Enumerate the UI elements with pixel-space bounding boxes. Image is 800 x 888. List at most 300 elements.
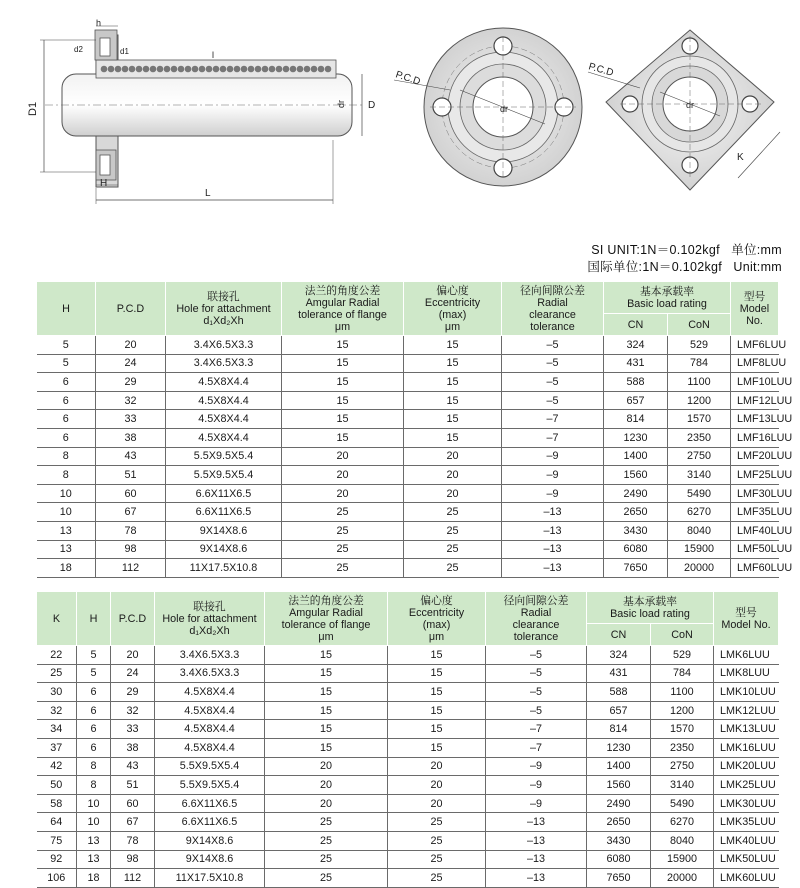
table-cell: 60 [111,794,155,813]
table-row [37,869,779,888]
unit-note-intl: 国际单位:1N＝0.102kgf Unit:mm [587,260,782,274]
table-cell: 25 [265,831,388,850]
header-angular-unit: μm [334,320,351,333]
table-cell: –5 [502,373,604,392]
table-cell: 8040 [651,831,714,850]
table-cell: 3.4X6.5X3.3 [155,664,265,683]
table-cell: 8 [77,776,111,795]
table-cell: 67 [111,813,155,832]
label-d2: d2 [74,45,83,54]
table-cell: 60 [96,484,166,503]
header-h: H [77,592,111,646]
table-cell: 18 [37,559,96,578]
header-clr-en2: clearance [512,618,560,631]
table-cell: 6.6X11X6.5 [155,794,265,813]
header-load-en: Basic load rating [627,297,707,310]
header-load-rating [604,282,731,314]
header-angular-cn: 法兰的角度公差 [288,594,364,607]
table-cell: 58 [37,794,77,813]
table-cell: 6 [37,373,96,392]
table-cell: 9X14X8.6 [155,850,265,869]
table-cell: LMK20LUU [714,757,779,776]
table-cell: 51 [111,776,155,795]
header-load-cn: 基本承载率 [623,595,677,608]
table-cell: 4.5X8X4.4 [155,683,265,702]
table-row [37,738,779,757]
table-row [37,391,779,410]
label-dr-round: dr [500,104,509,114]
table-cell: 25 [37,664,77,683]
table-cell: 431 [604,354,668,373]
table-cell: LMK60LUU [714,869,779,888]
table-cell: 20 [282,466,404,485]
table-cell: 5.5X9.5X5.4 [166,466,282,485]
table-cell: 25 [404,521,502,540]
table-cell: 15900 [651,850,714,869]
table-cell: 5 [77,664,111,683]
table-cell: 4.5X8X4.4 [155,701,265,720]
table-cell: 15 [265,646,388,665]
table-cell: 5 [77,646,111,665]
table-cell: 92 [37,850,77,869]
table-cell: LMK40LUU [714,831,779,850]
header-eccentricity [404,282,502,336]
round-flange-drawing [394,28,582,186]
header-hole-fmt: d₁Xd₂Xh [203,314,244,327]
header-ecc-max: (max) [438,308,467,321]
table-cell: 15900 [668,540,731,559]
table-cell: –13 [486,869,587,888]
table-cell: 5.5X9.5X5.4 [155,757,265,776]
table-cell: –5 [486,664,587,683]
header-clearance [486,592,587,646]
table-cell: 6270 [668,503,731,522]
table-cell: 8040 [668,521,731,540]
table-cell: 20 [265,757,388,776]
table-cell: 34 [37,720,77,739]
label-dr-square: dr [686,100,695,110]
table-cell: 20 [388,757,486,776]
header-con: CoN [651,624,714,646]
table-cell: –5 [486,701,587,720]
table-cell: 3430 [587,831,651,850]
table-cell: 4.5X8X4.4 [155,720,265,739]
table-cell: 3430 [604,521,668,540]
table-row [37,757,779,776]
table-cell: LMF40LUU [731,521,779,540]
table-cell: –9 [486,794,587,813]
table-cell: 1200 [651,701,714,720]
table-cell: –5 [502,336,604,355]
header-hole-cn: 联接孔 [193,600,226,613]
table-cell: 15 [388,664,486,683]
table-cell: 3.4X6.5X3.3 [166,354,282,373]
table-cell: 1100 [651,683,714,702]
header-eccentricity [388,592,486,646]
table-row [37,521,779,540]
header-ecc-max: (max) [422,618,451,631]
header-hole-fmt: d₁Xd₂Xh [189,624,230,637]
table-cell: 6.6X11X6.5 [155,813,265,832]
table-cell: –13 [502,540,604,559]
table-row [37,354,779,373]
table-cell: 15 [282,428,404,447]
table-cell: 15 [404,428,502,447]
table-cell: –13 [502,503,604,522]
table-cell: 33 [111,720,155,739]
table-cell: 9X14X8.6 [155,831,265,850]
table-row [37,794,779,813]
header-ecc-cn: 偏心度 [436,284,469,297]
table-cell: 24 [96,354,166,373]
label-K: K [737,152,744,163]
table-cell: LMF13LUU [731,410,779,429]
label-L: L [205,188,211,199]
table-cell: 1570 [651,720,714,739]
table-cell: 588 [587,683,651,702]
table-cell: 20 [388,794,486,813]
table-cell: 7650 [587,869,651,888]
table-cell: 11X17.5X10.8 [166,559,282,578]
table-cell: 32 [96,391,166,410]
table-cell: 7650 [604,559,668,578]
table-cell: LMK30LUU [714,794,779,813]
table-cell: 20 [404,466,502,485]
header-clr-en1: Radial [537,296,568,309]
table-cell: 64 [37,813,77,832]
table-cell: 25 [388,831,486,850]
table-cell: 20 [265,776,388,795]
table-cell: 3140 [651,776,714,795]
table-cell: 15 [282,373,404,392]
table-cell: 13 [37,540,96,559]
side-view-drawing [27,18,375,204]
header-angular [282,282,404,336]
table-cell: LMK25LUU [714,776,779,795]
table-row [37,646,779,665]
table-cell: 15 [265,683,388,702]
header-model-cn: 型号 [735,606,757,619]
table-cell: 15 [388,720,486,739]
table-cell: 20 [388,776,486,795]
table-cell: 6 [37,428,96,447]
label-pcd-square: P.C.D [587,61,615,79]
table-cell: 106 [37,869,77,888]
table-cell: 20 [404,484,502,503]
table-cell: LMK16LUU [714,738,779,757]
square-flange-drawing [587,30,780,190]
header-hole [155,592,265,646]
header-ecc-unit: μm [428,630,445,643]
table-cell: 15 [404,410,502,429]
table-row [37,540,779,559]
table-cell: –5 [486,683,587,702]
spec-table-lmk [36,591,779,888]
table-lmk-body [37,646,779,888]
header-load-cn: 基本承载率 [640,285,694,298]
table-cell: 25 [282,559,404,578]
header-clr-cn: 径向间隙公差 [503,594,569,607]
table-cell: 324 [587,646,651,665]
header-model [731,282,779,336]
table-cell: 1400 [587,757,651,776]
table-cell: 784 [651,664,714,683]
table-cell: –7 [486,720,587,739]
table-cell: 15 [404,354,502,373]
table-cell: LMF30LUU [731,484,779,503]
header-model-en: Model No. [739,302,770,327]
table-row [37,559,779,578]
label-D: D [368,100,376,111]
table-cell: 98 [111,850,155,869]
table-cell: 20000 [668,559,731,578]
table-cell: 13 [77,850,111,869]
table-cell: 25 [388,869,486,888]
table-cell: –9 [486,776,587,795]
table-cell: –13 [486,813,587,832]
table-cell: 98 [96,540,166,559]
header-hole-cn: 联接孔 [207,290,240,303]
table-cell: 30 [37,683,77,702]
table-cell: 10 [37,503,96,522]
header-angular-unit: μm [318,630,334,643]
table-cell: 75 [37,831,77,850]
table-row [37,850,779,869]
header-hole [166,282,282,336]
table-cell: 6.6X11X6.5 [166,503,282,522]
table-cell: 4.5X8X4.4 [166,391,282,410]
table-cell: 43 [111,757,155,776]
table-cell: 42 [37,757,77,776]
header-hole-en: Hole for attachment [176,302,271,315]
table-cell: LMK10LUU [714,683,779,702]
table-cell: 1200 [668,391,731,410]
table-cell: 33 [96,410,166,429]
header-load-rating [587,592,714,624]
table-row [37,466,779,485]
table-cell: 13 [77,831,111,850]
table-cell: 15 [404,336,502,355]
table-row [37,503,779,522]
table-cell: LMF12LUU [731,391,779,410]
header-model [714,592,779,646]
table-cell: 10 [77,813,111,832]
table-cell: 20 [96,336,166,355]
label-l: l [212,50,214,60]
table-cell: –9 [502,484,604,503]
table-cell: 25 [282,521,404,540]
header-load-en: Basic load rating [610,607,690,620]
table-cell: 29 [111,683,155,702]
table-cell: 15 [388,683,486,702]
label-d1: d1 [120,47,129,56]
table-cell: 25 [265,850,388,869]
table-cell: 9X14X8.6 [166,521,282,540]
table-cell: –9 [502,466,604,485]
table-cell: 1560 [587,776,651,795]
table-cell: 11X17.5X10.8 [155,869,265,888]
table-cell: 67 [96,503,166,522]
table-row [37,664,779,683]
table-cell: 15 [282,336,404,355]
table-cell: 112 [111,869,155,888]
table-cell: 6080 [604,540,668,559]
table-cell: 4.5X8X4.4 [166,410,282,429]
table-cell: LMF6LUU [731,336,779,355]
table-cell: 529 [651,646,714,665]
table-cell: 8 [77,757,111,776]
table-cell: 15 [265,738,388,757]
table-cell: 24 [111,664,155,683]
label-h: h [96,18,102,28]
table-cell: 22 [37,646,77,665]
table-cell: –5 [486,646,587,665]
table-cell: 15 [388,738,486,757]
table-cell: 1400 [604,447,668,466]
table-cell: 5490 [651,794,714,813]
table-cell: LMK12LUU [714,701,779,720]
table-cell: 9X14X8.6 [166,540,282,559]
table-cell: 43 [96,447,166,466]
header-ecc-cn: 偏心度 [420,594,453,607]
header-ecc-unit: μm [444,320,461,333]
table-cell: 8 [37,447,96,466]
header-k: K [37,592,77,646]
header-angular-en2: tolerance of flange [281,618,371,631]
header-ecc-en: Eccentricity [408,606,465,619]
table-cell: 588 [604,373,668,392]
table-cell: 784 [668,354,731,373]
table-cell: 6 [77,701,111,720]
header-hole-en: Hole for attachment [162,612,257,625]
table-row [37,720,779,739]
table-cell: 15 [265,664,388,683]
header-cn: CN [587,624,651,646]
table-cell: 25 [282,503,404,522]
table-cell: 3.4X6.5X3.3 [166,336,282,355]
table-cell: 51 [96,466,166,485]
table-cell: 3.4X6.5X3.3 [155,646,265,665]
table-cell: 15 [388,646,486,665]
table-cell: LMK35LUU [714,813,779,832]
header-angular-en1: Amgular Radial [289,606,363,619]
table-cell: –9 [502,447,604,466]
table-cell: 32 [37,701,77,720]
header-h: H [37,282,96,336]
table-cell: 4.5X8X4.4 [166,428,282,447]
table-cell: 20 [282,484,404,503]
table-cell: –5 [502,391,604,410]
table-cell: 32 [111,701,155,720]
table-cell: LMF16LUU [731,428,779,447]
table-cell: 324 [604,336,668,355]
table-cell: 5 [37,354,96,373]
header-model-en: Model No. [721,618,771,631]
table-cell: 657 [604,391,668,410]
table-cell: 112 [96,559,166,578]
table-cell: LMK6LUU [714,646,779,665]
header-angular-en1: Amgular Radial [305,296,380,309]
table-cell: LMF60LUU [731,559,779,578]
table-cell: 1570 [668,410,731,429]
table-cell: 15 [265,701,388,720]
table-cell: LMF25LUU [731,466,779,485]
header-cn: CN [604,314,668,336]
table-cell: 6 [77,720,111,739]
table-cell: LMF8LUU [731,354,779,373]
table-cell: 15 [404,373,502,392]
table-cell: –7 [486,738,587,757]
technical-drawings [0,0,800,225]
table-cell: –5 [502,354,604,373]
header-clr-en1: Radial [520,606,552,619]
table-cell: 6 [37,410,96,429]
header-angular-cn: 法兰的角度公差 [304,284,381,297]
table-cell: –13 [502,521,604,540]
table-cell: 2750 [668,447,731,466]
table-cell: 2490 [587,794,651,813]
label-dr-side: dr [336,99,346,108]
table-cell: 10 [37,484,96,503]
table-row [37,776,779,795]
table-cell: 25 [265,869,388,888]
table-cell: 15 [388,701,486,720]
table-cell: 50 [37,776,77,795]
table-cell: LMF10LUU [731,373,779,392]
table-cell: 6080 [587,850,651,869]
table-cell: 15 [265,720,388,739]
table-cell: LMF50LUU [731,540,779,559]
table-cell: 2350 [668,428,731,447]
table-cell: 2350 [651,738,714,757]
table-cell: 15 [404,391,502,410]
table-cell: LMK50LUU [714,850,779,869]
table-cell: 2650 [587,813,651,832]
table-cell: 38 [111,738,155,757]
table-cell: 8 [37,466,96,485]
table-cell: 1230 [587,738,651,757]
table-cell: –13 [486,831,587,850]
table-cell: 4.5X8X4.4 [155,738,265,757]
unit-note-si: SI UNIT:1N＝0.102kgf 单位:mm [591,243,782,257]
table-cell: 814 [604,410,668,429]
table-row [37,701,779,720]
table-cell: 38 [96,428,166,447]
table-cell: 29 [96,373,166,392]
table-cell: 13 [37,521,96,540]
table-cell: LMF35LUU [731,503,779,522]
table-cell: 20 [265,794,388,813]
header-ecc-en: Eccentricity [424,296,481,309]
table-cell: 25 [404,503,502,522]
header-angular-en2: tolerance of flange [298,308,387,321]
header-angular [265,592,388,646]
table-cell: –7 [502,428,604,447]
table-cell: 529 [668,336,731,355]
header-clr-en3: tolerance [513,630,559,643]
table-cell: 5490 [668,484,731,503]
label-D1: D1 [27,101,39,116]
header-pcd: P.C.D [111,592,155,646]
table-cell: LMF20LUU [731,447,779,466]
table-cell: 10 [77,794,111,813]
table-cell: 25 [265,813,388,832]
table-row [37,336,779,355]
table-cell: 15 [282,354,404,373]
table-cell: 4.5X8X4.4 [166,373,282,392]
table-row [37,410,779,429]
table-cell: 25 [388,813,486,832]
